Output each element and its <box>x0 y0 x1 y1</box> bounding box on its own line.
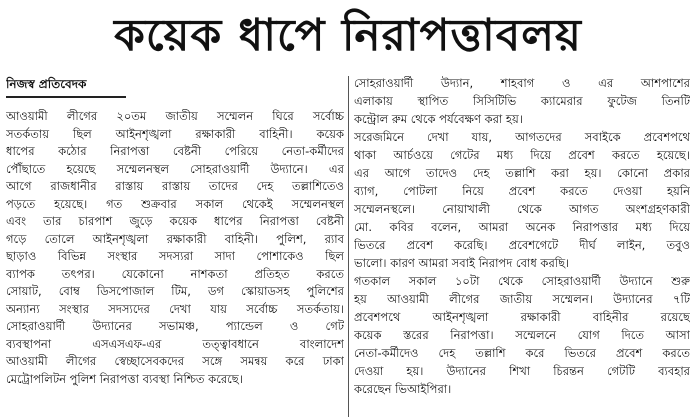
body-line: এলাকায় স্থাপিত সিসিটিভি ক্যামেরার ফুটেজ তিনটি <box>354 94 690 108</box>
body-line: সরেজমিনে দেখা যায়, আগতদের সবাইকে প্রবেশপথে <box>354 130 690 144</box>
body-line: ব্যাগ, পোটলা নিয়ে প্রবেশ করতে দেওয়া হয়নি <box>354 184 690 198</box>
body-line: পৌঁছাতে হয়েছে সম্মেলনস্থল সোহরাওয়ার্দী উদ্যানে। এর <box>6 161 344 176</box>
body-line: থাকা আর্চওয়ে গেটের মধ্য দিয়ে প্রবেশ করতে হয়েছে। <box>354 148 690 162</box>
body-line: আওয়ামী লীগের স্বেচ্ছাসেবকদের সঙ্গে সমন্বয় করে ঢাকা <box>6 354 344 368</box>
body-line: গড়ে তোলে আইনশৃঙ্খলা রক্ষাকারী বাহিনী। পুলিশ, র‌্যাব <box>6 231 344 246</box>
byline: নিজস্ব প্রতিবেদক <box>6 76 126 98</box>
body-line: ভিতরে প্রবেশ করেছি। প্রবেশগেটে দীর্ঘ লাইন, তবুও <box>354 238 690 252</box>
body-line: সোহরাওয়ার্দী উদ্যানের সভামঞ্চ, প্যান্ডেল ও গেট <box>6 319 344 333</box>
body-line: সতর্কতায় ছিল আইনশৃঙ্খলা রক্ষাকারী বাহিনী। কয়েক <box>6 126 344 141</box>
body-line: ছাড়াও বিভিন্ন সংস্থার সদস্যরা সাদা পোশাকেও ছিল <box>6 249 344 263</box>
body-line: পড়তে হয়েছে। গত শুক্রবার সকাল থেকেই সম্মেলনস্থল <box>6 196 344 211</box>
body-line: আগে রাজধানীর রাস্তায় রাস্তায় তাদের দেহ তল্লাশিতেও <box>6 179 344 193</box>
body-line: এর আগে তাদেও দেহ তল্লাশি করা হয়। কোনো প্রকার <box>354 166 690 180</box>
body-line: এবং তার চারপাশ জুড়ে কয়েক ধাপের নিরাপত্তা বেষ্টনী <box>6 214 344 228</box>
body-line: সম্মেলনস্থলে। নোয়াখালী থেকে আগত অংশগ্রহণকারী <box>354 202 690 216</box>
body-line: সোয়াট, বোম্ব ডিসপোজাল টিম, ডগ স্কোয়াডসহ পুলিশের <box>6 284 344 298</box>
body-line: করেছেন ভিআইপিরা। <box>354 382 452 396</box>
column-divider <box>348 76 349 417</box>
body-line: সোহরাওয়ার্দী উদ্যান, শাহবাগ ও এর আশপাশের <box>354 76 690 90</box>
body-line: মেট্রোপলিটন পুলিশ নিরাপত্তা ব্যবস্থা নিশ্চিত করেছে। <box>6 371 243 386</box>
body-line: কয়েক স্তরের নিরাপত্তা। সম্মেলনে যোগ দিতে আসা <box>354 328 690 342</box>
body-line: প্রবেশপথে আইনশৃঙ্খলা রক্ষাকারী বাহিনীর রয়েছে <box>354 310 690 324</box>
body-line: মো. কবির বলেন, আমরা অনেক নিরাপত্তার মধ্য দিয়ে <box>354 220 690 234</box>
body-line: কন্ট্রোল রুম থেকে পর্যবেক্ষণ করা হয়। <box>354 112 523 126</box>
body-line: আওয়ামী লীগের ২০তম জাতীয় সম্মেলন ঘিরে সর্বোচ্চ <box>6 109 344 123</box>
headline: কয়েক ধাপে নিরাপত্তাবলয় <box>114 10 582 61</box>
body-line: নেতা-কর্মীদেও দেহ তল্লাশি করে ভিতরে প্রবেশ করতে <box>354 346 690 360</box>
body-line: ব্যাপক তৎপর। যেকোনো নাশকতা প্রতিহত করতে <box>6 266 344 281</box>
body-line: দেওয়া হয়। উদ্যানের শিখা চিরন্তন গেটটি ব্যবহার <box>354 364 690 378</box>
left-column <box>6 74 344 417</box>
body-line: অন্যান্য সংস্থার সদস্যদের দেখা যায় সর্বোচ্চ সতর্কতায়। <box>6 301 344 316</box>
body-line: ভালো। কারণ আমরা সবাই নিরাপদ বোধ করছি। <box>354 256 570 270</box>
right-column <box>354 74 690 417</box>
body-line: হয় আওয়ামী লীগের জাতীয় সম্মেলন। উদ্যানের ৭টি <box>354 292 690 306</box>
body-line: গতকাল সকাল ১০টা থেকে সোহরাওয়ার্দী উদ্যানে শুরু <box>354 274 690 288</box>
body-line: ধাপের কঠোর নিরাপত্তা বেষ্টনী পেরিয়ে নেতা-কর্মীদের <box>6 144 344 158</box>
body-line: ব্যবস্থাপনা এসএসএফ-এর তত্ত্বাবধানে বাংলাদেশ <box>6 336 344 351</box>
